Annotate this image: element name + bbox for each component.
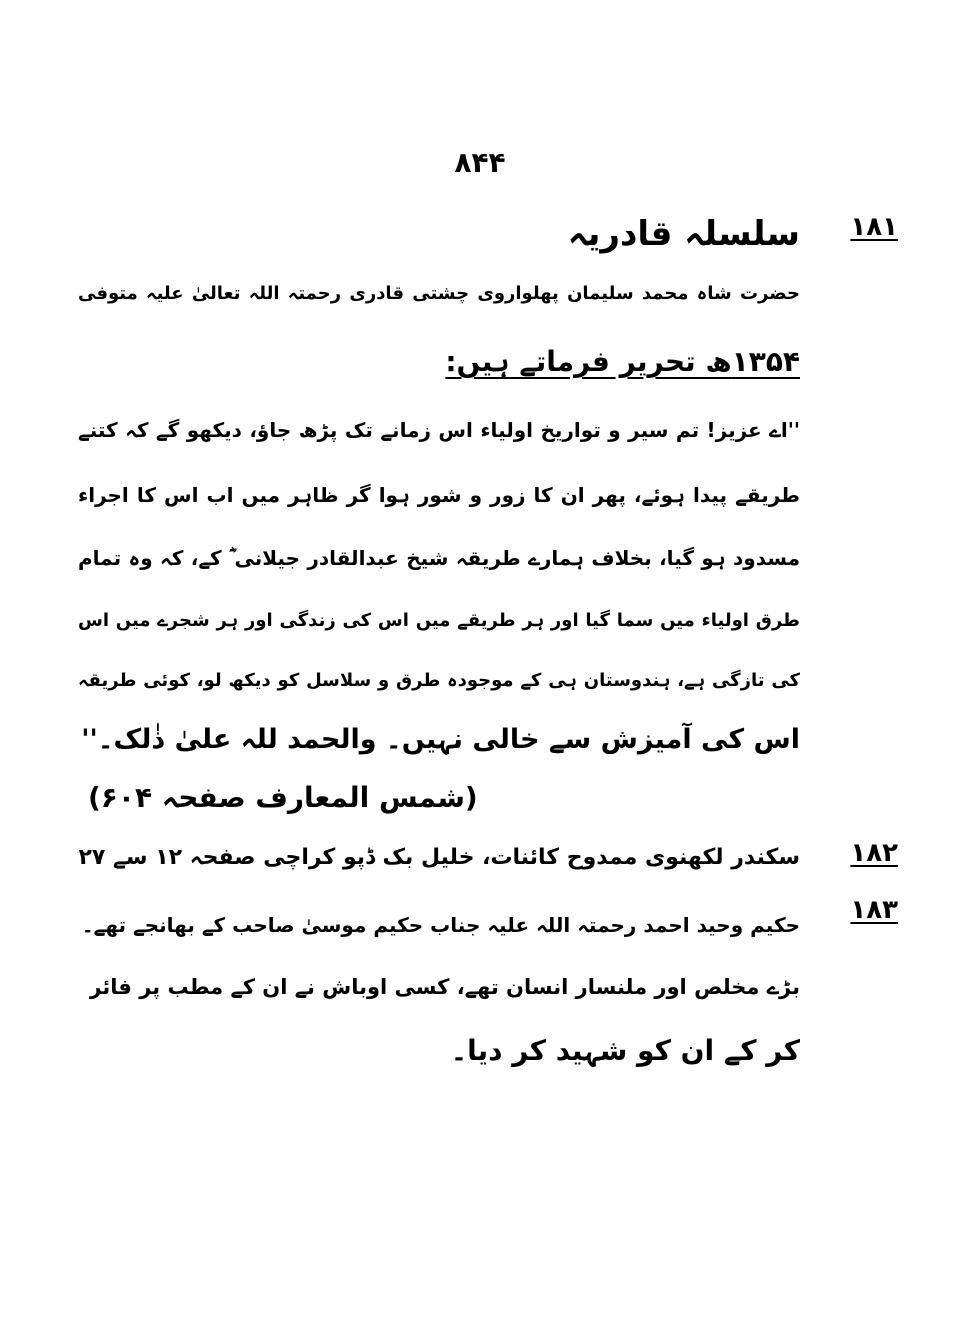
footnote-181-line-8: اس کی آمیزش سے خالی نہیں۔ والحمد للہ علیٰ ذٰلک۔''	[81, 724, 800, 755]
page-number: ۸۴۴	[454, 146, 506, 179]
footnote-181-line-2: ۱۳۵۴ھ تحریر فرماتے ہیں:	[445, 345, 800, 378]
footnote-181-line-4: طریقے پیدا ہوئے، پھر ان کا زور و شور ہوا گر ظاہر میں اب اس کا اجراء	[78, 483, 800, 507]
footnote-number-181: ۱۸۱	[850, 212, 898, 242]
footnote-181-line-7: کی تازگی ہے، ہندوستان ہی کے موجودہ طرق و سلاسل کو دیکھ لو، کوئی طریقہ	[78, 670, 800, 691]
footnote-181-line-5: مسدود ہو گیا، بخلاف ہمارے طریقہ شیخ عبدالقادر جیلانی ؓ کے، کہ وہ تمام	[78, 546, 800, 570]
footnote-number-183: ۱۸۳	[850, 895, 898, 925]
footnote-183-line-2: بڑے مخلص اور ملنسار انسان تھے، کسی اوباش نے ان کے مطب پر فائر	[89, 975, 800, 999]
footnote-183-line-3: کر کے ان کو شہید کر دیا۔	[450, 1034, 800, 1067]
citation: (شمس المعارف صفحہ ۶۰۴)	[88, 781, 478, 814]
footnote-181-line-6: طرق اولیاء میں سما گیا اور ہر طریقے میں اس کی زندگی اور ہر شجرے میں اس	[78, 610, 800, 631]
footnote-181-line-1: حضرت شاہ محمد سلیمان پھلواروی چشتی قادری رحمتہ اللہ تعالیٰ علیہ متوفی	[78, 283, 800, 304]
section-heading: سلسلہ قادریہ	[567, 214, 800, 254]
footnote-number-182: ۱۸۲	[850, 838, 898, 868]
footnote-181-line-3: ''اے عزیز! تم سیر و تواریخ اولیاء اس زمانے تک پڑھ جاؤ، دیکھو گے کہ کتنے	[78, 418, 800, 442]
footnote-183-line-1: حکیم وحید احمد رحمتہ اللہ علیہ جناب حکیم موسیٰ صاحب کے بھانجے تھے۔	[81, 913, 800, 937]
footnote-182-line-1: سکندر لکھنوی ممدوح کائنات، خلیل بک ڈپو کراچی صفحہ ۱۲ سے ۲۷	[78, 845, 800, 870]
